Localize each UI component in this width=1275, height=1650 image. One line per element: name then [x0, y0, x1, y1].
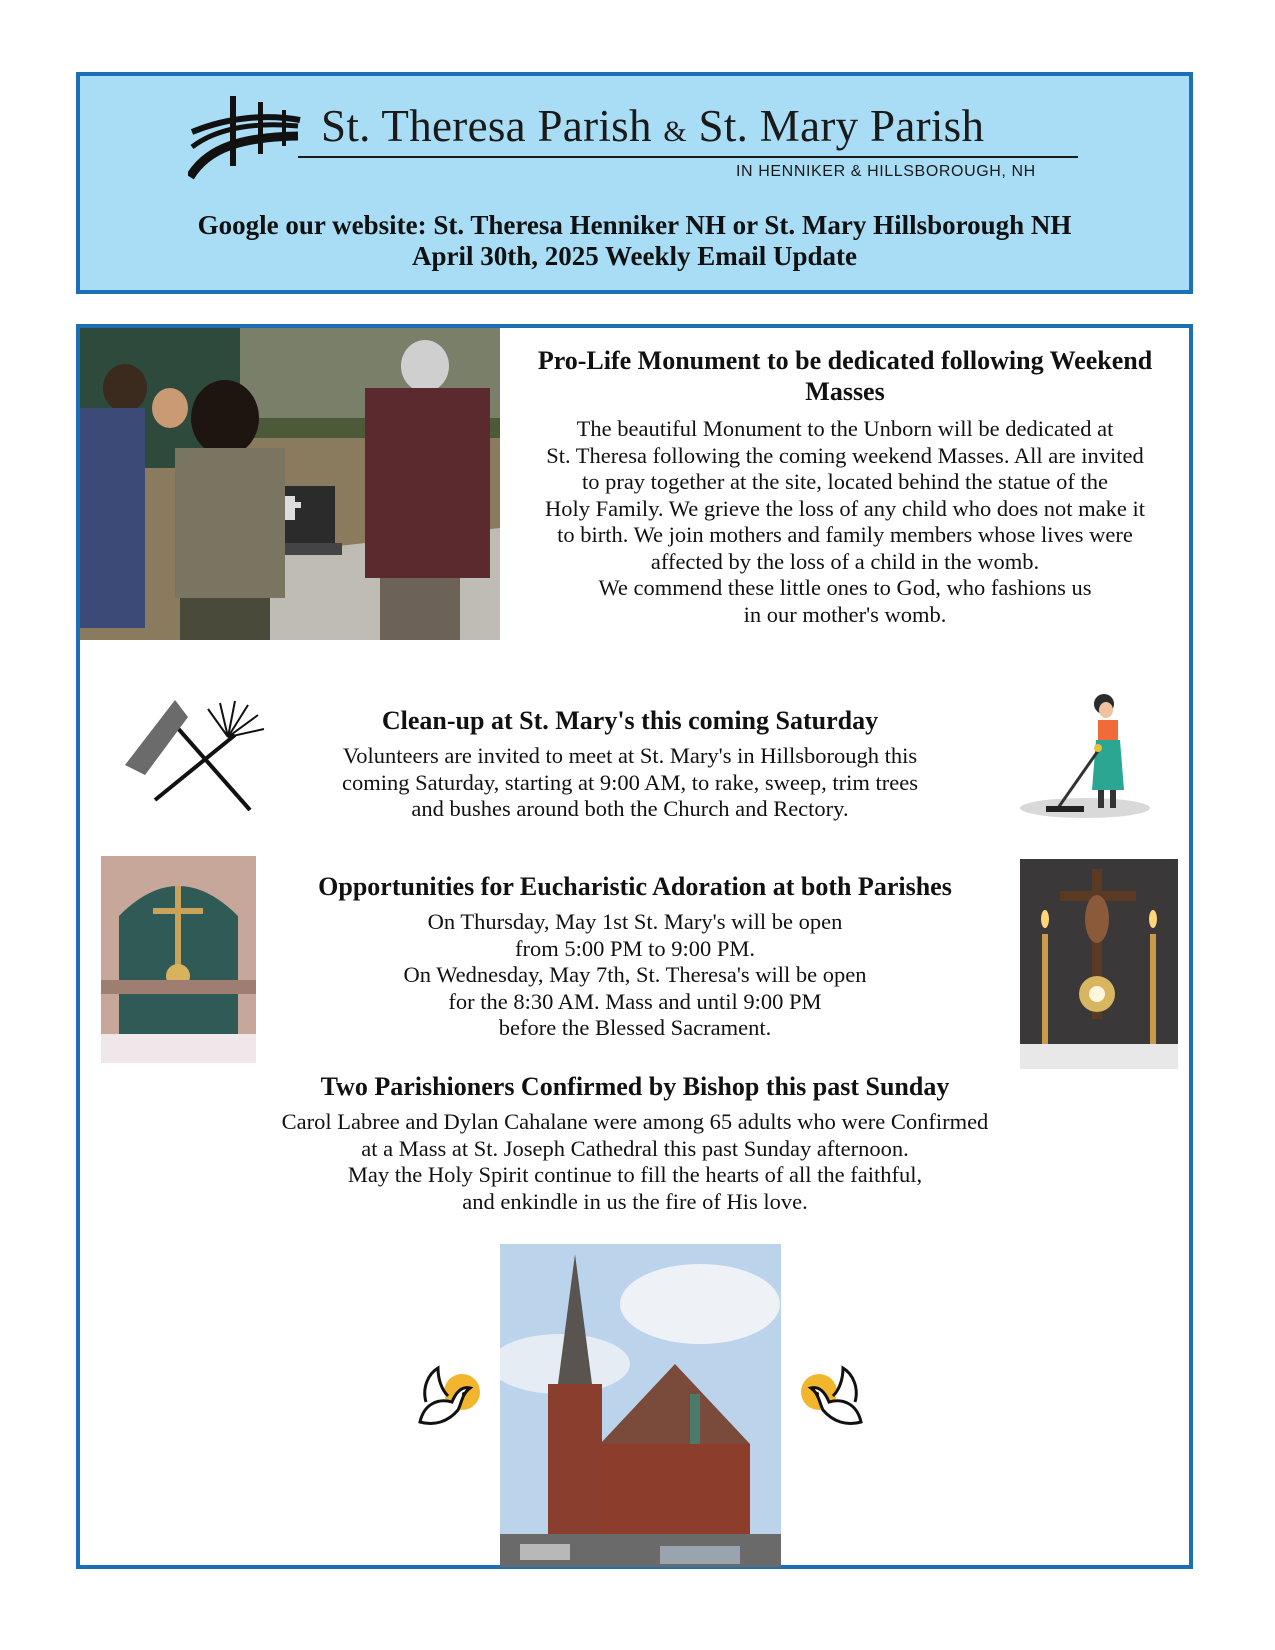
monument-photo: [80, 328, 500, 640]
logo-subtitle: IN HENNIKER & HILLSBOROUGH, NH: [736, 163, 1036, 180]
article-line: Holy Family. We grieve the loss of any child who does not make it: [545, 495, 1145, 521]
article-line: St. Theresa following the coming weekend Masses. All are invited: [546, 442, 1144, 468]
st-mary-adoration-photo: [101, 856, 256, 1063]
article-line: to pray together at the site, located behind the statue of the: [581, 469, 1109, 494]
rake-broom-icon: [120, 695, 270, 815]
st-theresa-adoration-photo: [1020, 859, 1178, 1069]
article-body: [270, 909, 1000, 1042]
article-line: Carol Labree and Dylan Cahalane were among 65 adults who were Confirmed: [281, 1109, 989, 1134]
article-line: affected by the loss of a child in the womb.: [650, 548, 1040, 574]
sweeping-woman-icon: [1020, 690, 1155, 825]
article-line: for the 8:30 AM. Mass and until 9:00 PM: [448, 988, 822, 1014]
logo-ampersand: &: [663, 115, 687, 148]
parish-logo-title: [321, 100, 984, 152]
article-body: [280, 743, 980, 823]
update-date-line: April 30th, 2025 Weekly Email Update: [411, 241, 858, 271]
article-line: to birth. We join mothers and family members whose lives were: [557, 522, 1133, 547]
article-body: [190, 1109, 1080, 1215]
dove-icon: [412, 1362, 484, 1434]
logo-title-st-theresa: St. Theresa Parish: [321, 101, 652, 151]
article-line: at a Mass at St. Joseph Cathedral this past Sunday afternoon.: [361, 1135, 909, 1161]
article-headline: Two Parishioners Confirmed by Bishop this past Sunday: [320, 1072, 950, 1101]
article-headline: Clean-up at St. Mary's this coming Saturday: [381, 706, 879, 735]
parish-logo-icon: [188, 92, 306, 182]
article-headline: Pro-Life Monument to be dedicated following Weekend Masses: [537, 346, 1153, 406]
article-line: and enkindle in us the fire of His love.: [462, 1188, 808, 1214]
article-line: in our mother's womb.: [743, 601, 947, 627]
article-line: Volunteers are invited to meet at St. Mary's in Hillsborough this: [342, 743, 918, 768]
article-line: We commend these little ones to God, who fashions us: [598, 575, 1092, 600]
article-line: and bushes around both the Church and Rectory.: [411, 796, 849, 821]
cathedral-photo: [500, 1244, 781, 1567]
logo-divider: [298, 156, 1078, 158]
article-line: On Thursday, May 1st St. Mary's will be open: [427, 909, 843, 934]
dove-icon: [797, 1362, 869, 1434]
logo-title-st-mary: St. Mary Parish: [698, 101, 985, 151]
article-line: from 5:00 PM to 9:00 PM.: [514, 935, 756, 961]
article-headline: Opportunities for Eucharistic Adoration at both Parishes: [318, 872, 952, 901]
article-line: The beautiful Monument to the Unborn will be dedicated at: [576, 416, 1114, 441]
article-line: coming Saturday, starting at 9:00 AM, to rake, sweep, trim trees: [342, 769, 918, 795]
article-line: May the Holy Spirit continue to fill the hearts of all the faithful,: [347, 1162, 923, 1187]
article-body: [500, 416, 1190, 628]
article-line: before the Blessed Sacrament.: [498, 1015, 772, 1040]
article-line: On Wednesday, May 7th, St. Theresa's will be open: [403, 962, 867, 987]
website-line: Google our website: St. Theresa Henniker NH or St. Mary Hillsborough NH: [197, 210, 1072, 240]
